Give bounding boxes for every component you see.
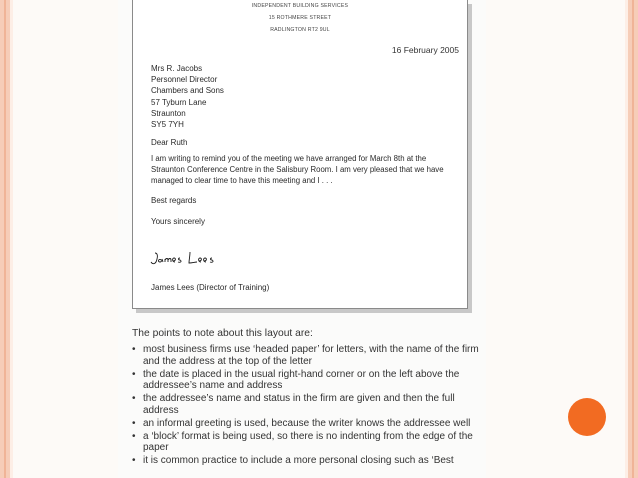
- list-item: • a ‘block’ format is being used, so there is no indenting from the edge of the paper: [132, 431, 480, 454]
- letter-greeting: Dear Ruth: [151, 138, 188, 147]
- body-line: I am writing to remind you of the meeting we have arranged for March 8th at the: [151, 154, 427, 163]
- letter-body: [151, 153, 456, 186]
- list-item: • most business firms use ‘headed paper’ for letters, with the name of the firm and the address at the top of the letter: [132, 344, 480, 367]
- left-border-decoration: [0, 0, 13, 478]
- recipient-address: [151, 63, 224, 130]
- recipient-line: Mrs R. Jacobs: [151, 64, 203, 73]
- letterhead-street: 15 ROTHMERE STREET: [268, 15, 332, 21]
- body-line: managed to clear time to have this meeting and I . . .: [151, 176, 333, 185]
- notes-intro: The points to note about this layout are:: [132, 328, 313, 339]
- letter-date: 16 February 2005: [391, 45, 459, 55]
- recipient-line: SY5 7YH: [151, 120, 184, 130]
- recipient-line: 57 Tyburn Lane: [151, 97, 207, 107]
- layout-notes: [132, 328, 480, 468]
- handwritten-signature: [149, 249, 229, 271]
- body-line: Straunton Conference Centre in the Salisbury Room. I am very pleased that we have: [151, 165, 444, 174]
- recipient-line: Straunton: [151, 108, 186, 118]
- sample-letter: [132, 0, 468, 309]
- signature-drawing: [149, 249, 229, 269]
- list-item: • an informal greeting is used, because the writer knows the addressee well: [132, 418, 480, 430]
- orange-circle-decoration: [568, 398, 606, 436]
- letter-regards: Best regards: [151, 196, 197, 205]
- list-item: • the addressee’s name and status in the firm are given and then the full address: [132, 393, 480, 416]
- list-item: • the date is placed in the usual right-hand corner or on the left above the addressee’s name and address: [132, 369, 480, 392]
- right-border-decoration: [625, 0, 638, 478]
- signer-name: James Lees (Director of Training): [151, 283, 270, 292]
- list-item: • it is common practice to include a more personal closing such as ‘Best: [132, 455, 480, 467]
- letter-closing: Yours sincerely: [151, 217, 205, 226]
- letterhead-town: RADLINGTON RT2 9UL: [270, 27, 330, 33]
- letterhead-company: INDEPENDENT BUILDING SERVICES: [251, 3, 349, 9]
- recipient-line: Chambers and Sons: [151, 86, 224, 96]
- notes-list: [132, 344, 480, 467]
- recipient-line: Personnel Director: [151, 75, 218, 85]
